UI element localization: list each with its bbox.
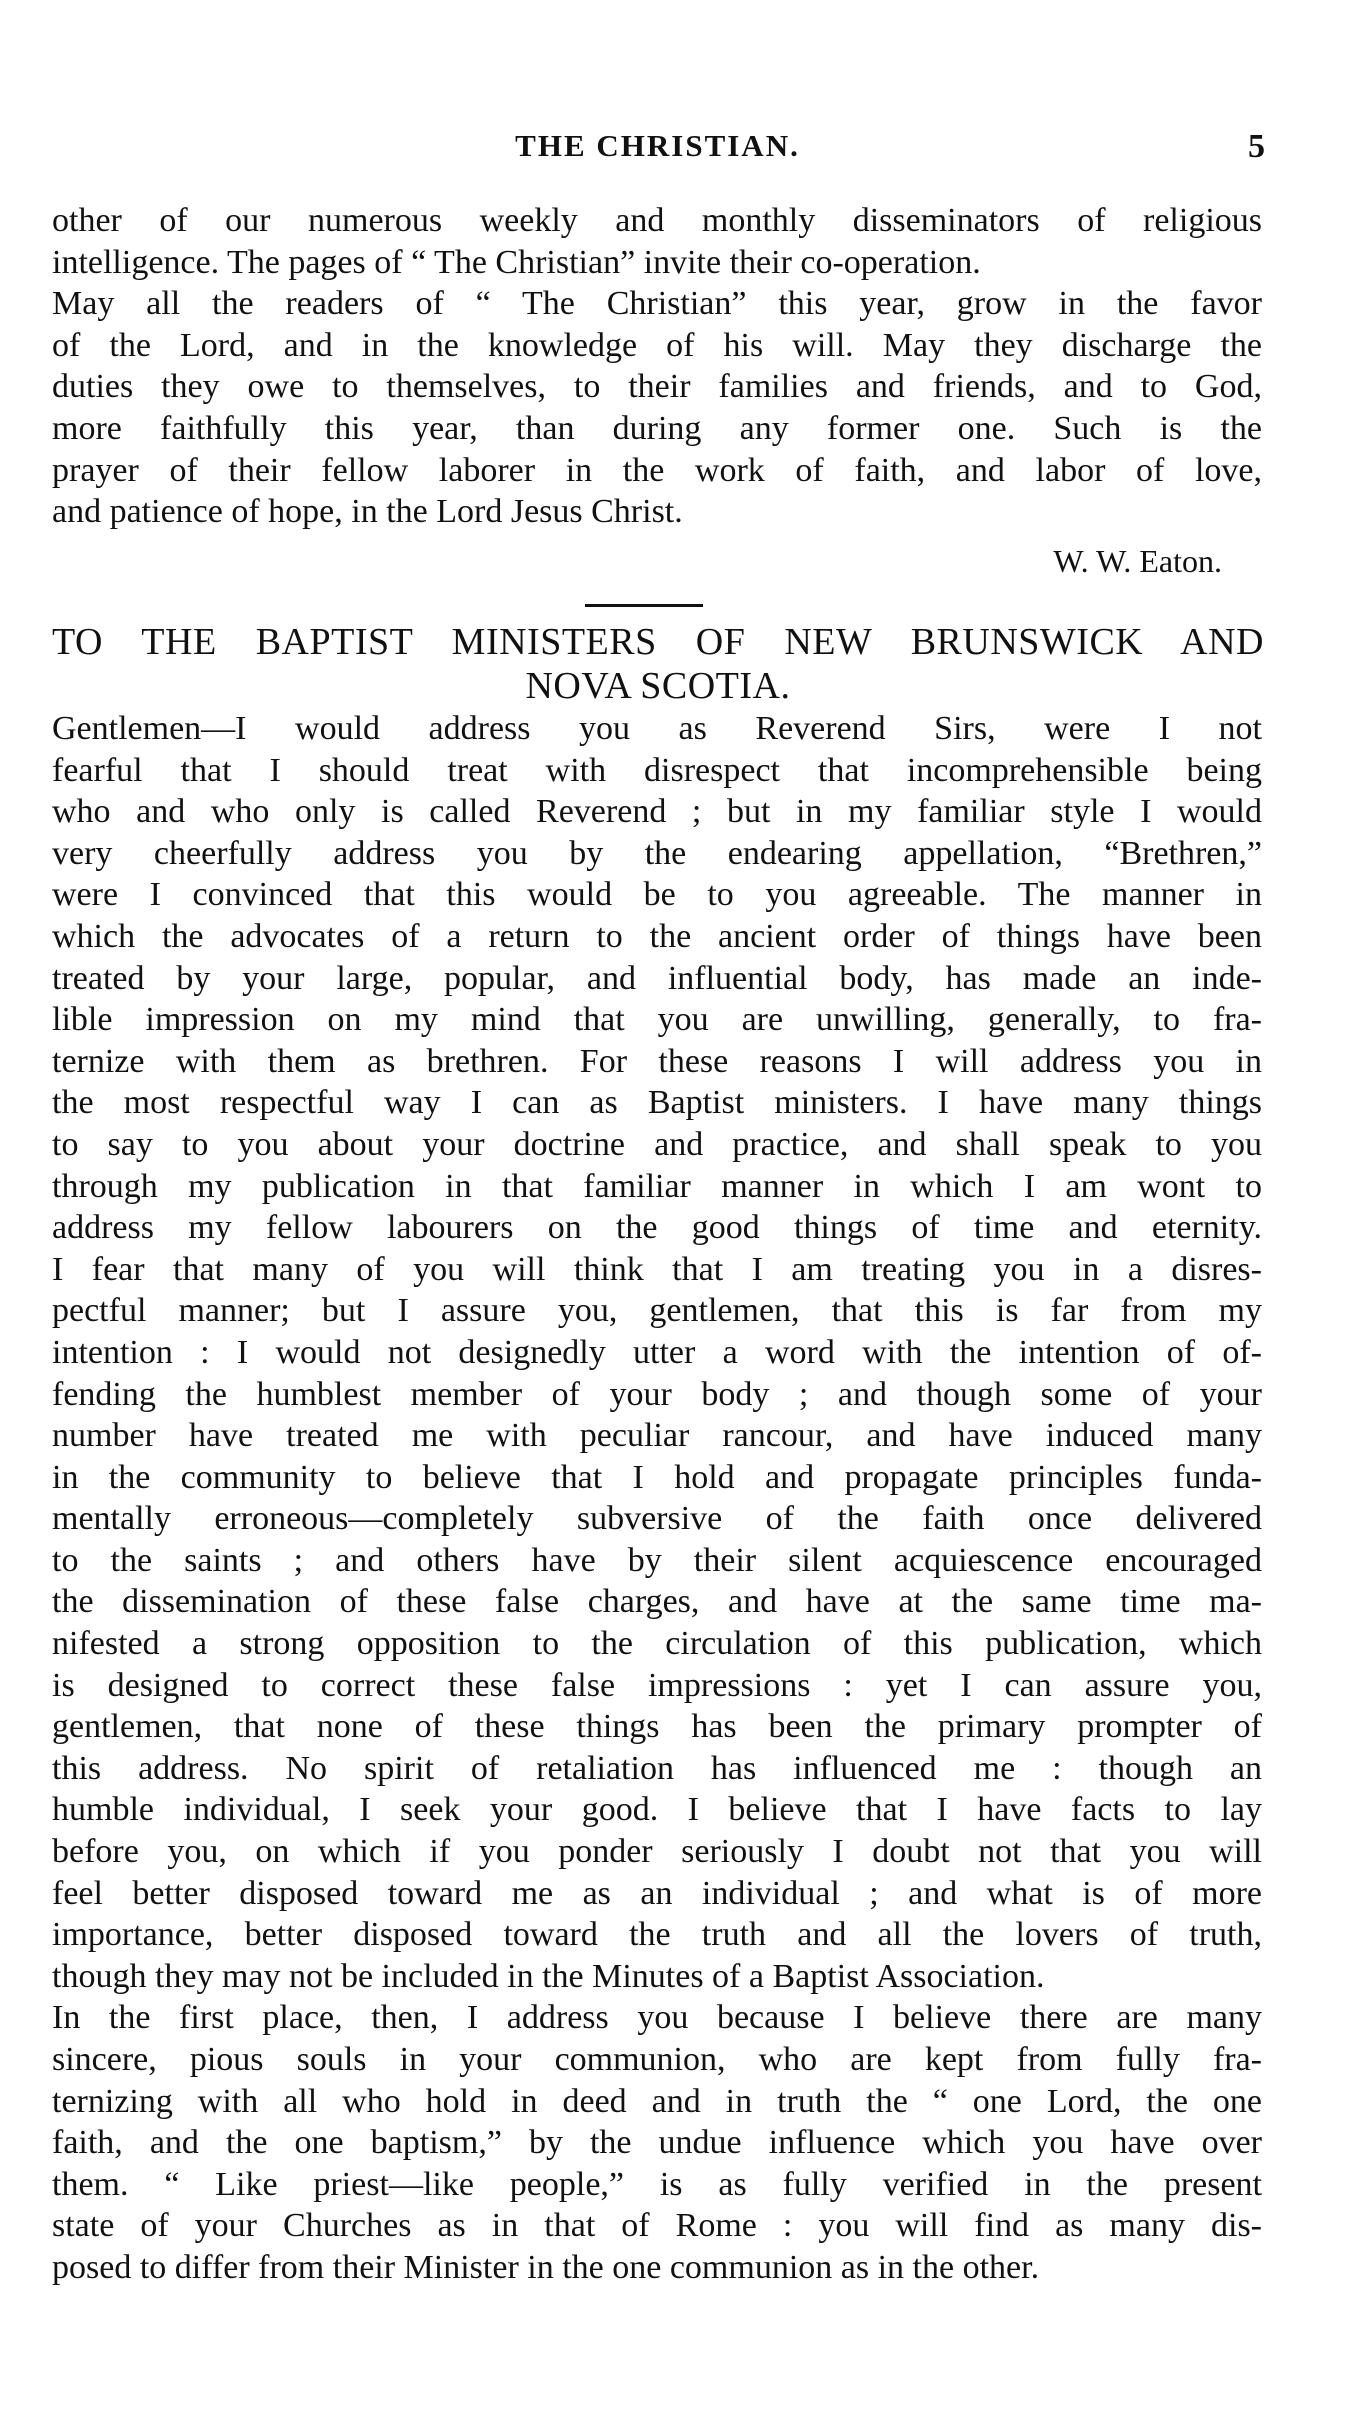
intro-paragraphs [52, 200, 1262, 533]
text-line: I fear that many of you will think that I am treating you in a disres- [52, 1250, 1262, 1288]
text-line: were I convinced that this would be to you agreeable. The manner in [52, 876, 1262, 914]
text-line: lible impression on my mind that you are unwilling, generally, to fra- [52, 1001, 1262, 1039]
text-line: through my publication in that familiar manner in which I am wont to [52, 1167, 1262, 1205]
text-line: humble individual, I seek your good. I believe that I have facts to lay [52, 1791, 1262, 1829]
text-line: is designed to correct these false impressions : yet I can assure you, [52, 1666, 1262, 1704]
text-line: importance, better disposed toward the truth and all the lovers of truth, [52, 1916, 1262, 1954]
text-line: sincere, pious souls in your communion, who are kept from fully fra- [52, 2041, 1262, 2078]
text-line: intelligence. The pages of “ The Christian” invite their co-operation. [52, 243, 981, 281]
text-line: fending the humblest member of your body ; and though some of your [52, 1375, 1262, 1413]
article-heading [52, 620, 1264, 708]
heading-line-1: TO THE BAPTIST MINISTERS OF NEW BRUNSWICK AND [52, 621, 1264, 663]
article-body [52, 708, 1262, 2289]
text-line: address my fellow labourers on the good things of time and eternity. [52, 1209, 1262, 1247]
text-line: state of your Churches as in that of Rome : you will find as many dis- [52, 2207, 1262, 2245]
text-line: prayer of their fellow laborer in the work of faith, and labor of love, [52, 451, 1262, 489]
page-header [50, 128, 1265, 168]
text-line: feel better disposed toward me as an individual ; and what is of more [52, 1874, 1262, 1912]
text-line: who and who only is called Reverend ; but in my familiar style I would [52, 793, 1262, 831]
text-line: ternizing with all who hold in deed and in truth the “ one Lord, the one [52, 2082, 1262, 2120]
text-line: before you, on which if you ponder seriously I doubt not that you will [52, 1833, 1262, 1871]
text-line: other of our numerous weekly and monthly disseminators of religious [52, 202, 1262, 239]
text-line: to say to you about your doctrine and practice, and shall speak to you [52, 1125, 1262, 1163]
text-line: though they may not be included in the Minutes of a Baptist Association. [52, 1957, 1045, 1995]
text-line: Gentlemen—I would address you as Reverend Sirs, were I not [52, 710, 1262, 747]
text-line: of the Lord, and in the knowledge of his will. May they discharge the [52, 326, 1262, 364]
text-line: duties they owe to themselves, to their families and friends, and to God, [52, 368, 1262, 406]
heading-line-2: NOVA SCOTIA. [525, 665, 791, 707]
text-line: intention : I would not designedly utter a word with the intention of of- [52, 1333, 1262, 1371]
author-signature: W. W. Eaton. [1053, 543, 1222, 579]
page-number: 5 [1248, 128, 1265, 165]
text-line: pectful manner; but I assure you, gentlemen, that this is far from my [52, 1292, 1262, 1330]
text-line: very cheerfully address you by the endearing appellation, “Brethren,” [52, 834, 1262, 872]
text-line: the most respectful way I can as Baptist ministers. I have many things [52, 1084, 1262, 1122]
text-line: mentally erroneous—completely subversive of the faith once delivered [52, 1500, 1262, 1538]
text-line: gentlemen, that none of these things has been the primary prompter of [52, 1708, 1262, 1746]
text-line: the dissemination of these false charges, and have at the same time ma- [52, 1583, 1262, 1621]
running-title: THE CHRISTIAN. [515, 128, 800, 163]
text-line: posed to differ from their Minister in the one communion as in the other. [52, 2248, 1040, 2286]
text-line: this address. No spirit of retaliation has influenced me : though an [52, 1749, 1262, 1787]
text-line: In the first place, then, I address you because I believe there are many [52, 1999, 1262, 2037]
text-line: ternize with them as brethren. For these reasons I will address you in [52, 1042, 1262, 1080]
section-divider [585, 604, 703, 607]
text-line: which the advocates of a return to the ancient order of things have been [52, 917, 1262, 955]
text-line: them. “ Like priest—like people,” is as fully verified in the present [52, 2165, 1262, 2203]
text-line: to the saints ; and others have by their silent acquiescence encouraged [52, 1541, 1262, 1579]
text-line: fearful that I should treat with disrespect that incomprehensible being [52, 751, 1262, 789]
text-line: number have treated me with peculiar rancour, and have induced many [52, 1417, 1262, 1455]
text-line: more faithfully this year, than during any former one. Such is the [52, 409, 1262, 447]
text-line: nifested a strong opposition to the circulation of this publication, which [52, 1625, 1262, 1663]
text-line: in the community to believe that I hold and propagate principles funda- [52, 1458, 1262, 1496]
text-line: faith, and the one baptism,” by the undue influence which you have over [52, 2124, 1262, 2162]
text-line: treated by your large, popular, and influential body, has made an inde- [52, 959, 1262, 997]
text-line: and patience of hope, in the Lord Jesus Christ. [52, 493, 683, 531]
text-line: May all the readers of “ The Christian” this year, grow in the favor [52, 285, 1262, 323]
